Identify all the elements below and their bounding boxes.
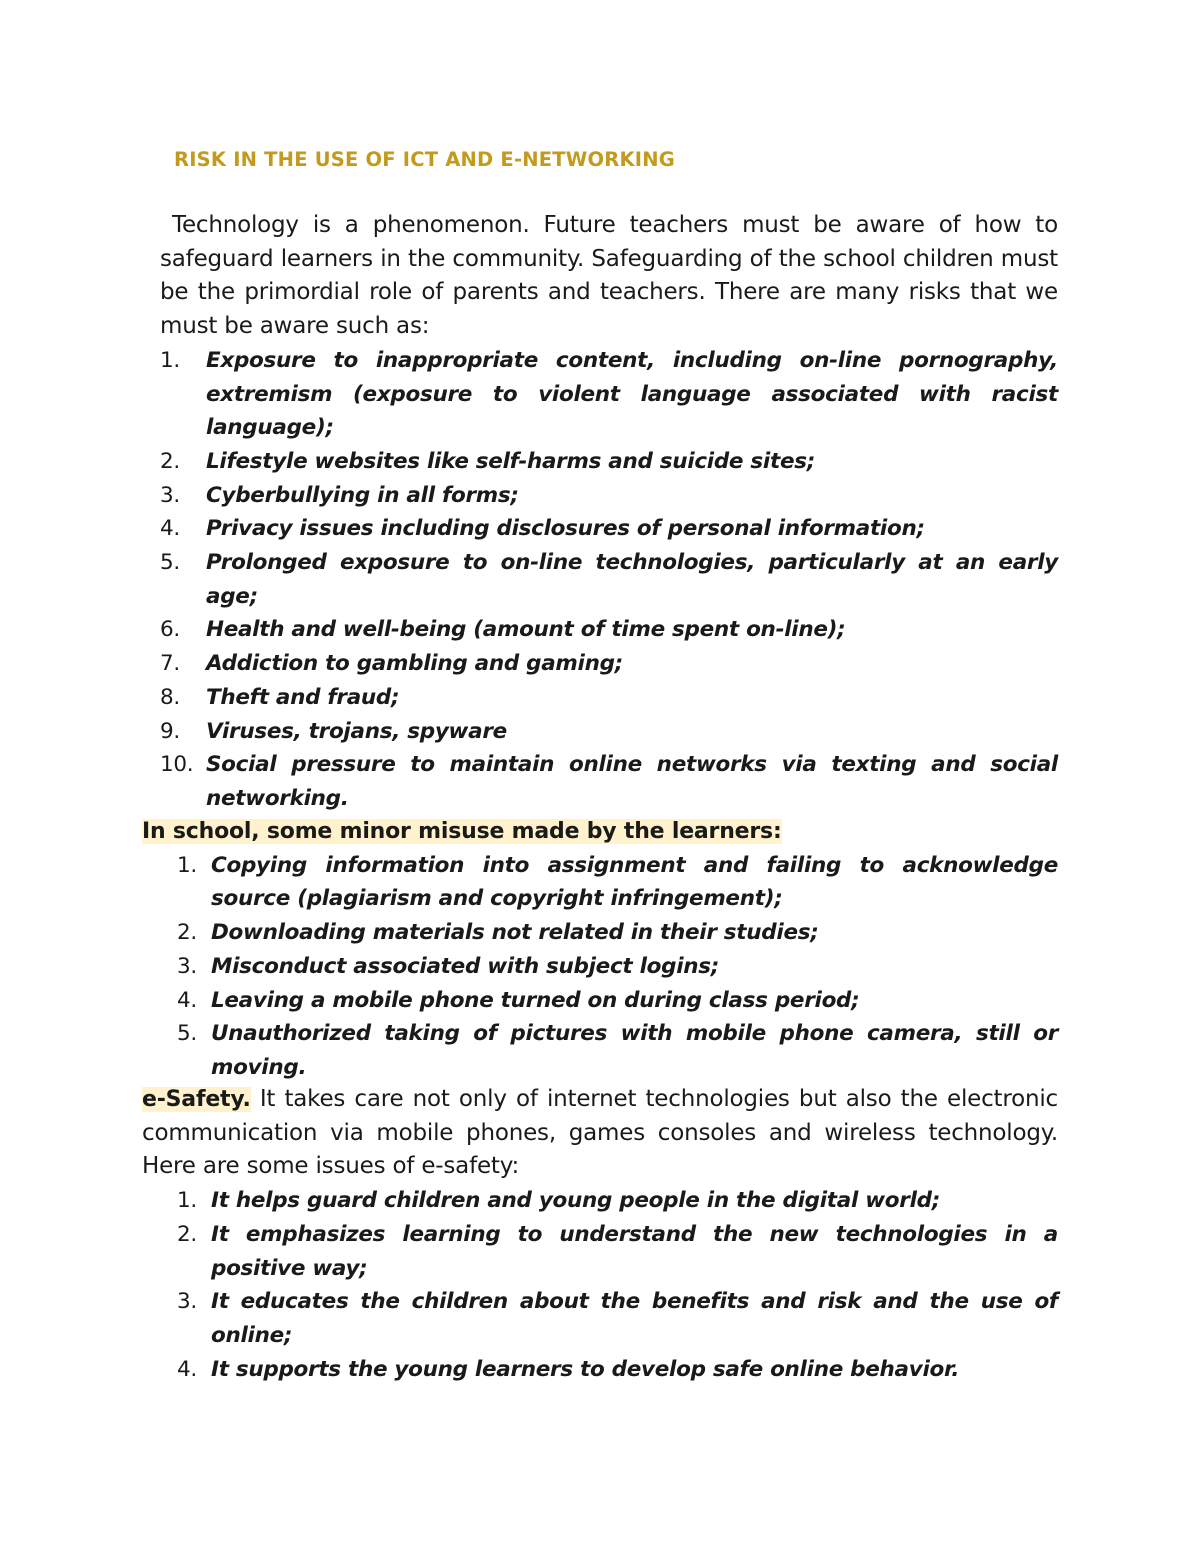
list-item: 7. Addiction to gambling and gaming; (160, 651, 623, 677)
list-item: 6. Health and well-being (amount of time spent on-line); (160, 617, 846, 643)
list-item: 8. Theft and fraud; (160, 684, 400, 710)
list-item: 5. Unauthorized taking of pictures with mobile phone camera, still or moving. (177, 1021, 1058, 1080)
esafety-label: e-Safety. (142, 1087, 251, 1112)
list-item: 4. It supports the young learners to develop safe online behavior. (177, 1356, 960, 1382)
esafety-text: It takes care not only of internet technologies but also the electronic communication via mobile phones, games consoles and wireless technology. Here are some issues of e-safety: (142, 1086, 1058, 1180)
list-item: 1. Copying information into assignment and failing to acknowledge source (plagiarism and copyright infringement); (177, 852, 1058, 912)
misuse-section (142, 815, 1058, 1085)
list-item: 5. Prolonged exposure to on-line technologies, particularly at an early age; (160, 550, 1058, 609)
misuse-list (142, 849, 1058, 1085)
misuse-heading: In school, some minor misuse made by the learners: (142, 819, 782, 844)
document-title: RISK IN THE USE OF ICT AND E-NETWORKING (174, 148, 675, 171)
list-item: 2. It emphasizes learning to understand the new technologies in a positive way; (177, 1221, 1058, 1281)
list-item: 10. Social pressure to maintain online networks via texting and social networking. (160, 752, 1058, 811)
list-item: 1. Exposure to inappropriate content, including on-line pornography, extremism (exposure to violent language associated with racist language); (160, 347, 1058, 441)
list-item: 2. Lifestyle websites like self-harms and suicide sites; (160, 448, 816, 474)
list-item: 4. Privacy issues including disclosures of personal information; (160, 516, 925, 542)
risks-list (160, 344, 1058, 816)
list-item: 3. Cyberbullying in all forms; (160, 482, 519, 508)
list-item: 2. Downloading materials not related in their studies; (177, 920, 819, 946)
esafety-section (142, 1083, 1058, 1386)
list-item: 1. It helps guard children and young people in the digital world; (177, 1188, 941, 1214)
esafety-list (142, 1184, 1058, 1386)
esafety-paragraph (142, 1083, 1058, 1184)
list-item: 3. It educates the children about the benefits and risk and the use of online; (177, 1289, 1058, 1348)
list-item: 9. Viruses, trojans, spyware (160, 718, 507, 744)
list-item: 4. Leaving a mobile phone turned on during class period; (177, 987, 860, 1013)
intro-section (160, 209, 1058, 816)
list-item: 3. Misconduct associated with subject logins; (177, 953, 720, 979)
intro-paragraph: Technology is a phenomenon. Future teachers must be aware of how to safeguard learners in the community. Safeguarding of the school children must be the primordial role of parents and teachers. There are many risks that we must be aware such as: (160, 212, 1058, 340)
